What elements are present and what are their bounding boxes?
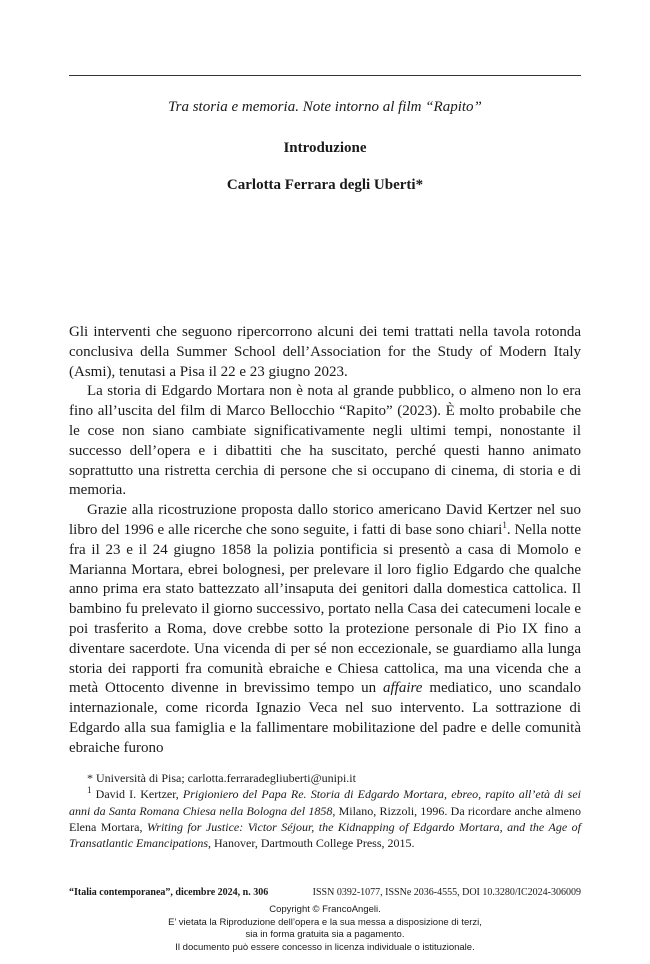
- paragraph-3-text-b: . Nella notte fra il 23 e il 24 giugno 1858 la polizia pontificia si presentò a casa di Momolo e Marianna Mortara, ebrei bolognesi, per prelevare il loro figlio Edgardo che qualche anno prima era stato battezzato all’insaputa dei genitori dalla domestica cattolica. Il bambino fu prelevato il giorno successivo, portato nella Casa dei catecumeni locale e poi trasferito a Roma, dove crebbe sotto la protezione personale di Pio IX fino a diventare sacerdote. Una vicenda di per sé non eccezionale, se guardiamo alla lunga storia dei rapporti fra comunità ebraiche e Chiesa cattolica, ma una vicenda che a metà Ottocento divenne in brevissimo tempo un: [69, 521, 581, 697]
- paragraph-3: [69, 501, 581, 758]
- footnote-ref-1: 1: [502, 519, 507, 530]
- paragraph-3-emphasis: affaire: [383, 680, 423, 697]
- journal-footline: [69, 887, 581, 898]
- journal-citation: “Italia contemporanea”, dicembre 2024, n. 306: [69, 887, 269, 898]
- copyright-line-2: E’ vietata la Riproduzione dell’opera e la sua messa a disposizione di terzi,: [168, 916, 482, 928]
- copyright-line-4: Il documento può essere concesso in licenza individuale o istituzionale.: [175, 941, 475, 953]
- paragraph-1: Gli interventi che seguono ripercorrono alcuni dei temi trattati nella tavola rotonda conclusiva della Summer School dell’Association for the Study of Modern Italy (Asmi), tenutasi a Pisa il 22 e 23 giugno 2023.: [69, 324, 581, 380]
- paragraph-3-text-a: Grazie alla ricostruzione proposta dallo storico americano David Kertzer nel suo libro del 1996 e alle ricerche che sono seguite, i fatti di base sono chiari: [69, 502, 581, 538]
- footnote-1-text-b: , Milano, Rizzoli, 1996. Da ricordare anche almeno Elena Mortara,: [69, 803, 581, 834]
- section-title: Introduzione: [283, 140, 367, 156]
- footnote-1-title-2: Writing for Justice: Victor Séjour, the Kidnapping of Edgardo Mortara, and the Age of Transatlantic Emancipations: [69, 819, 581, 851]
- author-name: Carlotta Ferrara degli Uberti*: [226, 177, 424, 193]
- header-rule: [69, 75, 581, 76]
- footnotes: [69, 770, 581, 851]
- copyright-line-1: Copyright © FrancoAngeli.: [269, 904, 381, 915]
- paragraph-3-text-c: mediatico, uno scandalo internazionale, come ricorda Ignazio Veca nel suo intervento. La sottrazione di Edgardo alla sua famiglia e la fallimentare mobilitazione del padre e delle comunità ebraiche furono: [69, 680, 581, 756]
- running-title: Tra storia e memoria. Note intorno al film “Rapito”: [168, 99, 482, 115]
- copyright-notice: [0, 904, 650, 954]
- paragraph-2: La storia di Edgardo Mortara non è nota al grande pubblico, o almeno non lo era fino all’uscita del film di Marco Bellocchio “Rapito” (2023). È molto probabile che le cose non siano cambiate significativamente negli ultimi tempi, nonostante il successo dell’opera e i dibattiti che ha suscitato, perché questi hanno animato soprattutto una ristretta cerchia di persone che si occupano di cinema, di storia e di memoria.: [69, 383, 581, 499]
- footnote-1-number: 1: [87, 785, 92, 796]
- footnote-1-text-c: , Hanover, Dartmouth College Press, 2015.: [208, 836, 415, 851]
- footnote-1-text-a: David I. Kertzer,: [91, 787, 183, 802]
- journal-identifiers: ISSN 0392-1077, ISSNe 2036-4555, DOI 10.3280/IC2024-306009: [312, 887, 581, 898]
- footnote-affiliation: * Università di Pisa; carlotta.ferraradegliuberti@unipi.it: [87, 771, 356, 785]
- footnote-1-title-1: Prigioniero del Papa Re. Storia di Edgardo Mortara, ebreo, rapito all’età di sei anni da Santa Romana Chiesa nella Bologna del 1858: [69, 787, 581, 818]
- article-body: [69, 323, 581, 759]
- footnote-1: [69, 786, 581, 851]
- copyright-line-3: sia in forma gratuita sia a pagamento.: [245, 929, 405, 940]
